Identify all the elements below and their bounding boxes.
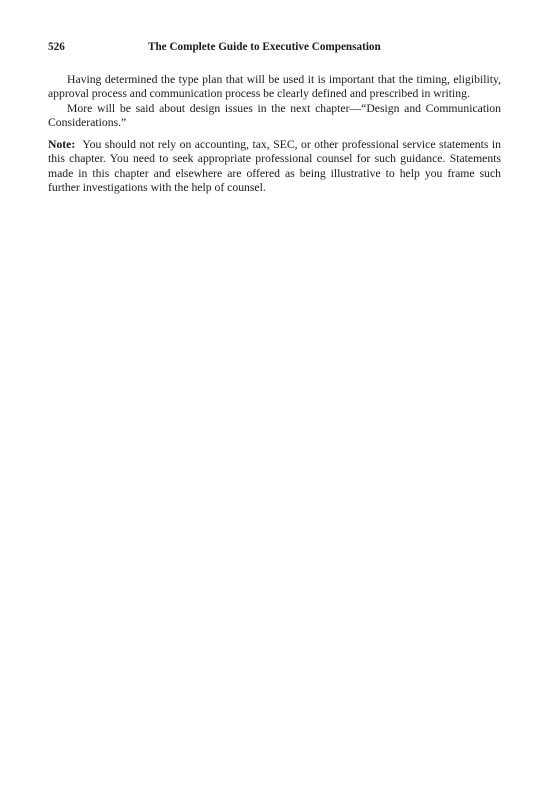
page-number: 526	[48, 41, 65, 53]
paragraph: More will be said about design issues in the next chapter—“Design and Communication Considerations.”	[48, 101, 501, 129]
body-text	[48, 73, 501, 195]
book-page	[48, 38, 501, 195]
paragraph: Having determined the type plan that will be used it is important that the timing, eligibility, approval process and communication process be clearly defined and prescribed in writing.	[48, 73, 501, 101]
running-title: The Complete Guide to Executive Compensation	[148, 41, 381, 53]
note-text: You should not rely on accounting, tax, SEC, or other professional service statements in this chapter. You need to seek appropriate professional counsel for such guidance. Statements made in this chapter and elsewhere are offered as being illustrative to help you frame such further investigations with the help of counsel.	[48, 138, 501, 195]
note-label: Note:	[48, 138, 76, 152]
note-paragraph	[48, 138, 501, 195]
running-head	[48, 38, 501, 56]
